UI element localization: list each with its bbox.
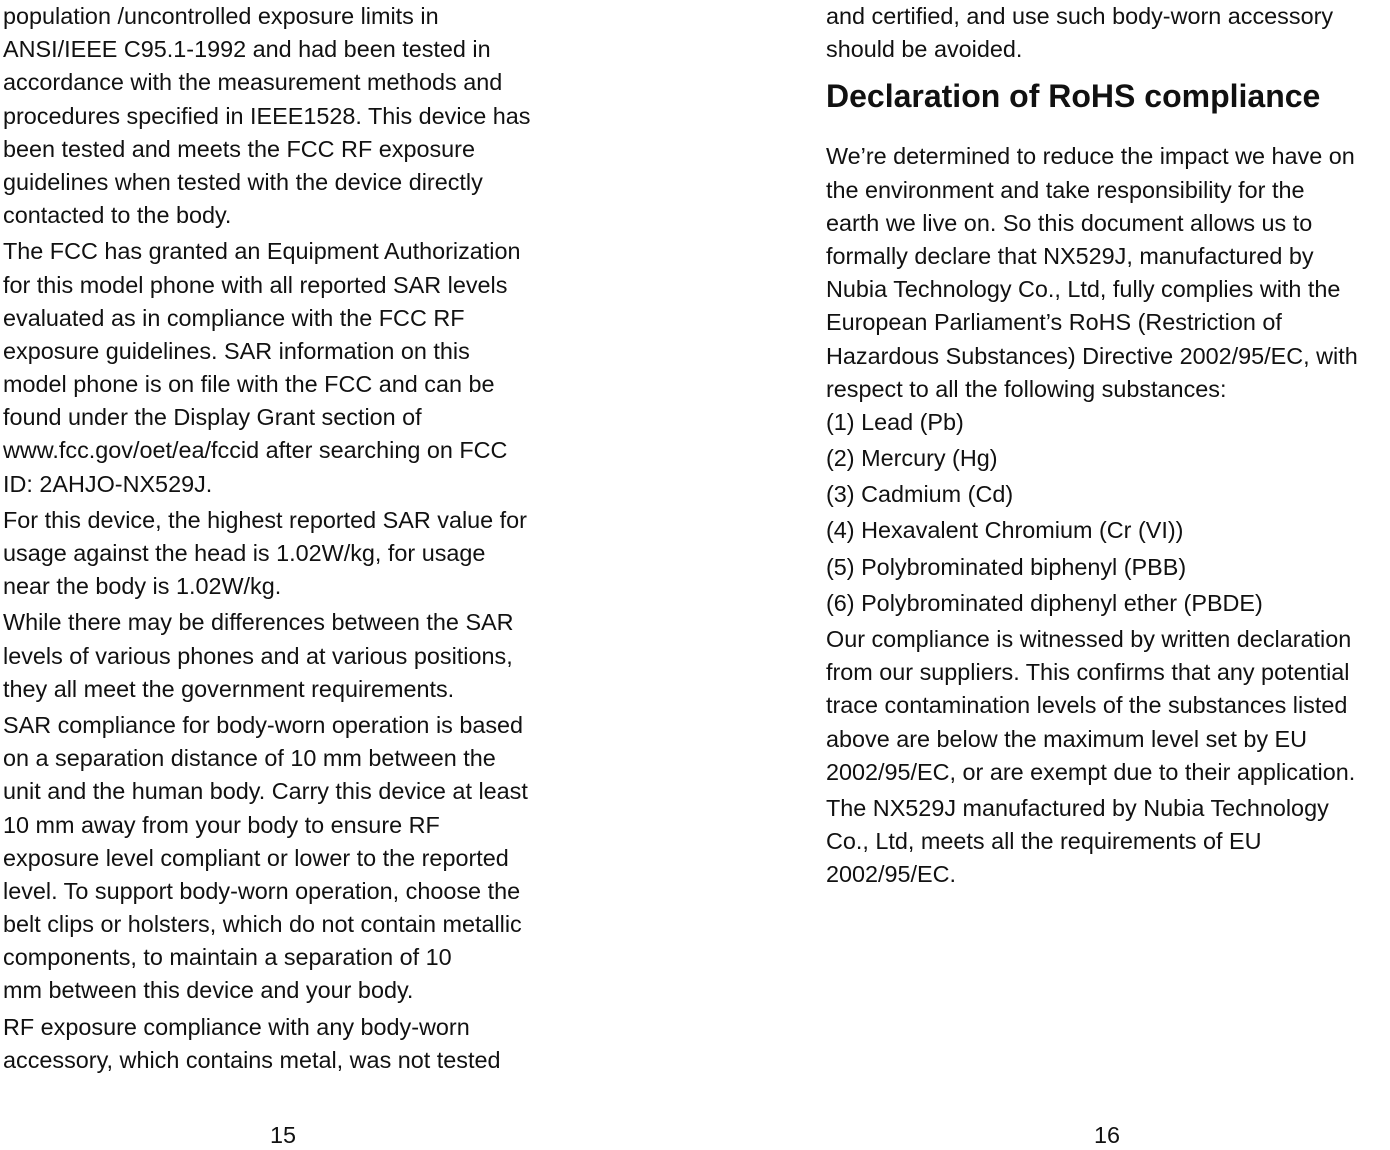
text-line: www.fcc.gov/oet/ea/fccid after searching on FCC — [3, 437, 508, 464]
text-line: exposure guidelines. SAR information on this — [3, 337, 470, 364]
text-line: from our suppliers. This confirms that any potential — [826, 659, 1350, 686]
text-line: usage against the head is 1.02W/kg, for usage — [3, 540, 486, 566]
text-line: evaluated as in compliance with the FCC RF — [3, 304, 465, 331]
substance-item: (2) Mercury (Hg) — [826, 445, 998, 472]
rohs-heading: Declaration of RoHS compliance — [826, 78, 1321, 115]
text-line: mm between this device and your body. — [3, 977, 414, 1004]
substance-item: (3) Cadmium (Cd) — [826, 481, 1014, 508]
text-line: Our compliance is witnessed by written declaration — [826, 626, 1352, 652]
text-line: exposure level compliant or lower to the reported — [3, 844, 509, 871]
text-line: procedures specified in IEEE1528. This device has — [3, 102, 531, 129]
text-line: Co., Ltd, meets all the requirements of EU — [826, 828, 1262, 855]
text-line: level. To support body-worn operation, choose the — [3, 877, 521, 904]
text-line: Nubia Technology Co., Ltd, fully complies with the — [826, 276, 1341, 303]
text-line: guidelines when tested with the device directly — [3, 168, 483, 195]
text-line: and certified, and use such body-worn accessory — [826, 3, 1334, 29]
substance-item: (6) Polybrominated diphenyl ether (PBDE) — [826, 589, 1263, 616]
text-line: earth we live on. So this document allows us to — [826, 209, 1313, 236]
substance-item: (1) Lead (Pb) — [826, 408, 964, 435]
declaration-paragraph — [826, 140, 1390, 406]
text-line: SAR compliance for body-worn operation is based — [3, 711, 524, 738]
text-line: near the body is 1.02W/kg. — [3, 573, 282, 600]
text-line: While there may be differences between the SAR — [3, 609, 514, 636]
text-line: levels of various phones and at various positions, — [3, 642, 513, 669]
text-line: The NX529J manufactured by Nubia Technology — [826, 794, 1329, 821]
text-line: population /uncontrolled exposure limits in — [3, 3, 439, 29]
text-line: model phone is on file with the FCC and can be — [3, 371, 495, 398]
text-line: For this device, the highest reported SAR value for — [3, 506, 527, 533]
page-number-right: 16 — [1094, 1122, 1121, 1148]
text-line: unit and the human body. Carry this device at least — [3, 778, 528, 805]
text-line: the environment and take responsibility for the — [826, 176, 1305, 203]
text-line: should be avoided. — [826, 36, 1023, 63]
text-line: Hazardous Substances) Directive 2002/95/EC, with — [826, 342, 1358, 369]
substances-list — [826, 406, 1390, 623]
text-line: 2002/95/EC, or are exempt due to their application. — [826, 758, 1356, 785]
text-line: been tested and meets the FCC RF exposure — [3, 135, 475, 162]
page-number-left: 15 — [270, 1122, 297, 1148]
text-line: respect to all the following substances: — [826, 375, 1227, 402]
text-line: ANSI/IEEE C95.1-1992 and had been tested in — [3, 36, 491, 63]
intro-paragraph — [826, 0, 1390, 66]
text-line: for this model phone with all reported SAR levels — [3, 271, 508, 298]
compliance-paragraph — [826, 623, 1390, 792]
text-line: We’re determined to reduce the impact we have on — [826, 143, 1355, 170]
text-line: on a separation distance of 10 mm between the — [3, 745, 496, 772]
text-line: The FCC has granted an Equipment Authorization — [3, 238, 521, 265]
text-line: 2002/95/EC. — [826, 861, 957, 888]
text-line: ID: 2AHJO-NX529J. — [3, 470, 213, 497]
text-line: accessory, which contains metal, was not tested — [3, 1046, 501, 1073]
text-line: contacted to the body. — [3, 202, 232, 229]
text-line: belt clips or holsters, which do not contain metallic — [3, 911, 522, 938]
substance-item: (5) Polybrominated biphenyl (PBB) — [826, 553, 1187, 580]
text-line: components, to maintain a separation of 10 — [3, 944, 452, 971]
left-page-text — [3, 0, 573, 1077]
text-line: they all meet the government requirements. — [3, 675, 455, 702]
right-page — [826, 0, 1390, 892]
left-page — [3, 0, 573, 1077]
text-line: trace contamination levels of the substances listed — [826, 692, 1348, 719]
text-line: RF exposure compliance with any body-worn — [3, 1013, 470, 1040]
text-line: found under the Display Grant section of — [3, 404, 422, 431]
substance-item: (4) Hexavalent Chromium (Cr (VI)) — [826, 517, 1184, 544]
text-line: European Parliament’s RoHS (Restriction of — [826, 309, 1282, 336]
text-line: formally declare that NX529J, manufactured by — [826, 242, 1314, 269]
text-line: 10 mm away from your body to ensure RF — [3, 811, 440, 838]
text-line: accordance with the measurement methods and — [3, 69, 503, 96]
closing-paragraph — [826, 792, 1390, 892]
text-line: above are below the maximum level set by EU — [826, 725, 1308, 752]
